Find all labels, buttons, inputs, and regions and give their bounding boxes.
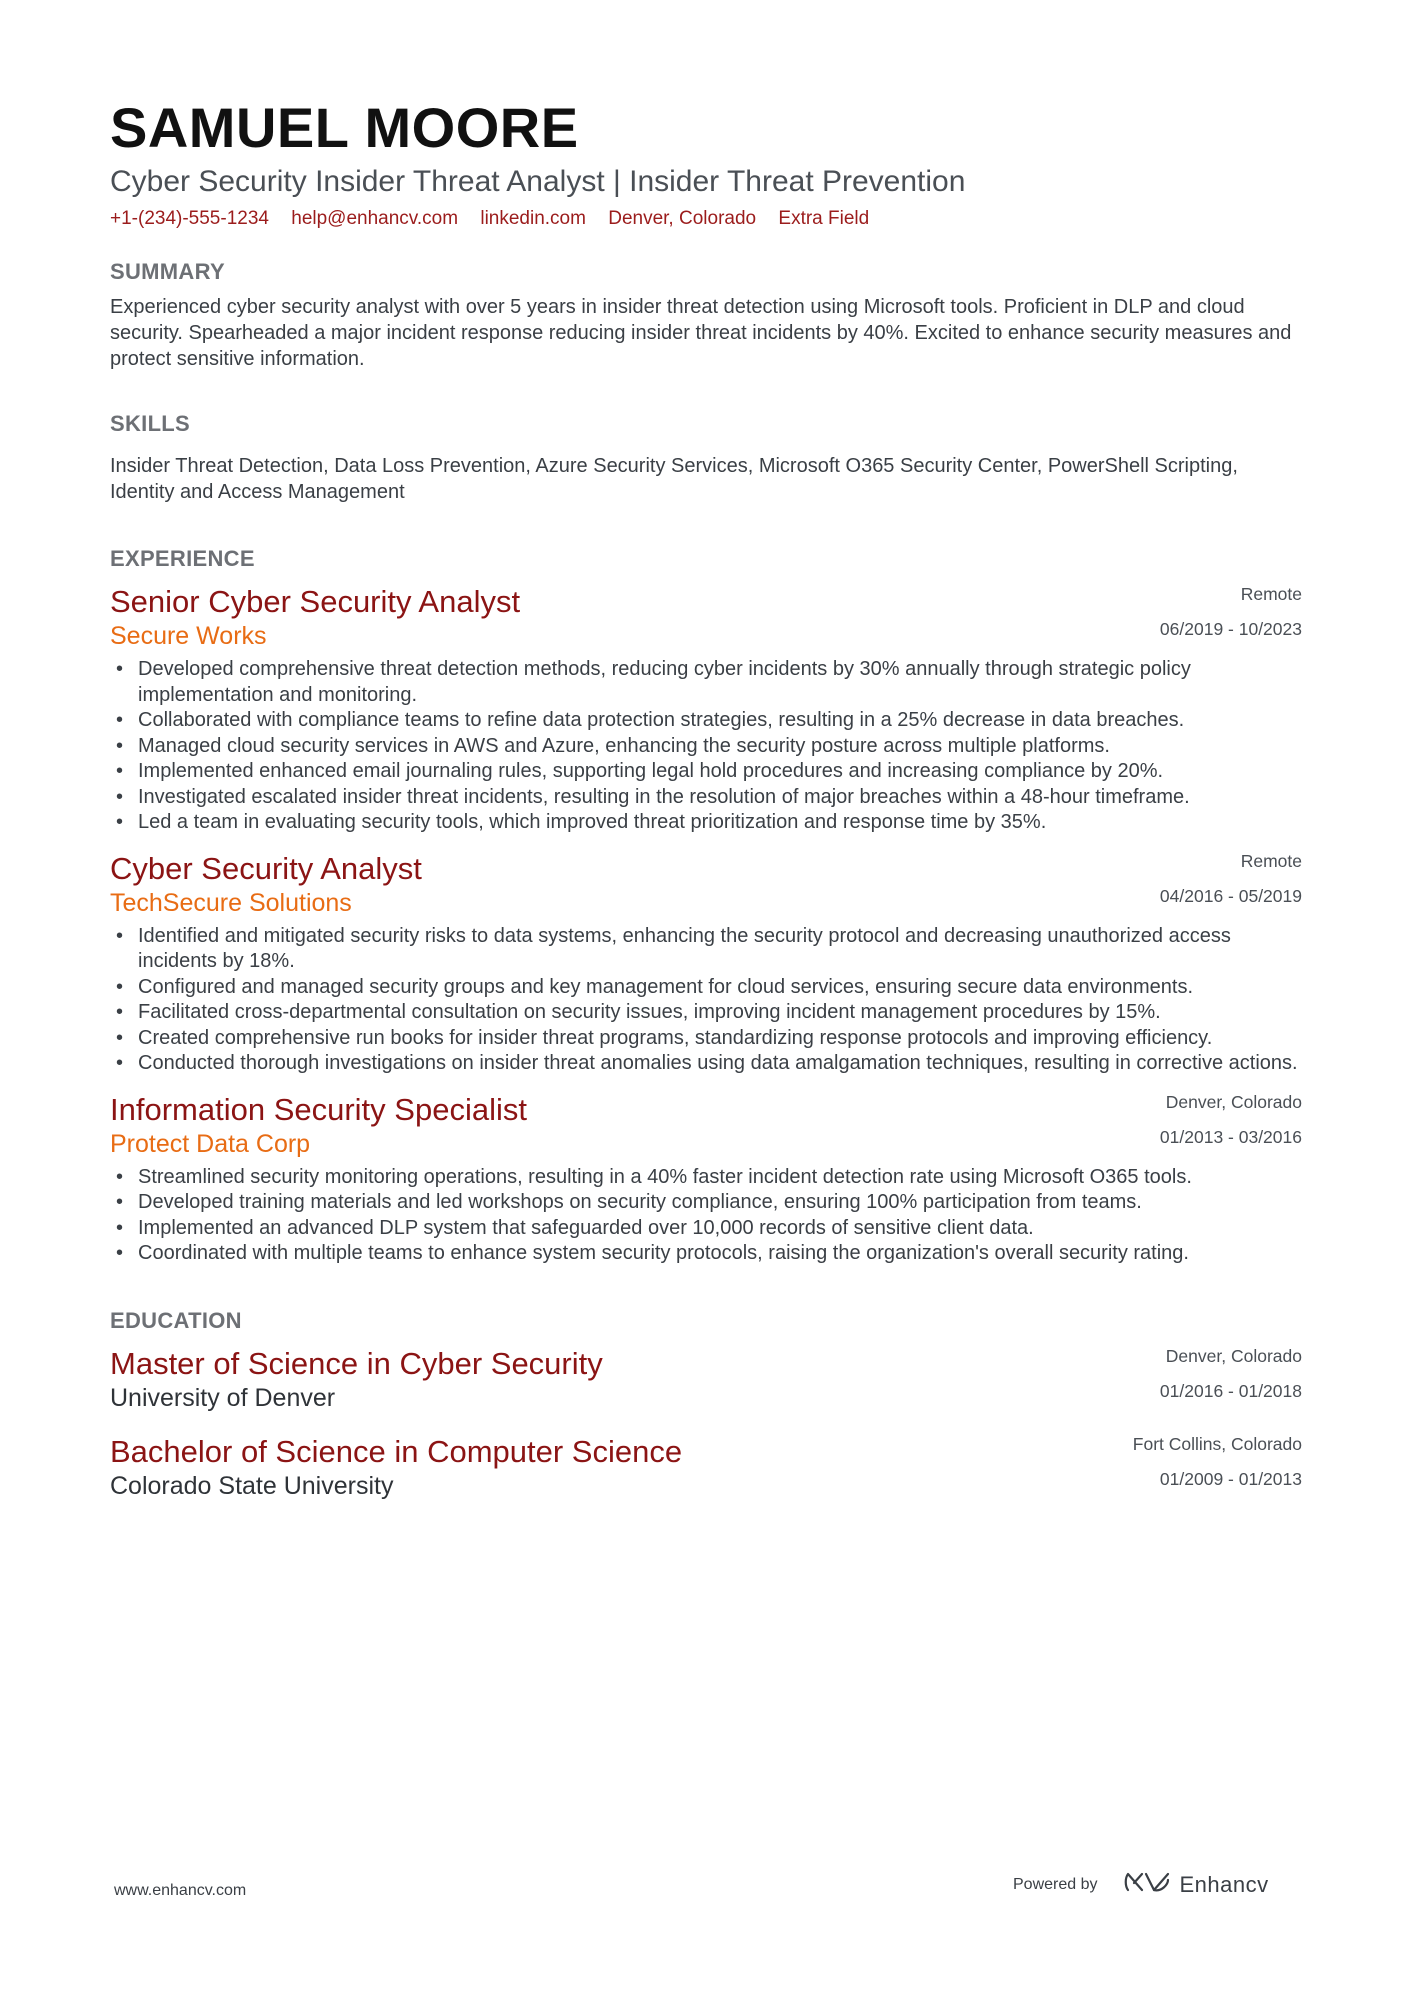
- contact-extra-field: Extra Field: [778, 208, 870, 229]
- experience-entry: [110, 583, 1302, 836]
- education-entry: [110, 1433, 1302, 1501]
- school-name: University of Denver: [110, 1383, 336, 1412]
- job-dates: 04/2016 - 05/2019: [1159, 885, 1302, 906]
- bullet-item: • Facilitated cross-departmental consultation on security issues, improving incident management procedures by 15%.: [110, 1000, 1302, 1026]
- education-heading: EDUCATION: [110, 1307, 242, 1333]
- experience-heading: EXPERIENCE: [110, 546, 255, 571]
- contact-linkedin[interactable]: linkedin.com: [480, 208, 586, 229]
- bullet-item: • Implemented an advanced DLP system that safeguarded over 10,000 records of sensitive client data.: [110, 1216, 1302, 1242]
- bullet-item: • Created comprehensive run books for insider threat programs, standardizing response protocols and improving efficiency.: [110, 1026, 1302, 1052]
- bullet-item: • Configured and managed security groups and key management for cloud services, ensuring secure data environments.: [110, 975, 1302, 1001]
- experience-entry: [110, 850, 1302, 1077]
- degree-title: Master of Science in Cyber Security: [110, 1345, 603, 1381]
- job-bullets: [110, 1165, 1302, 1267]
- enhancv-logo-icon: [1124, 1870, 1170, 1899]
- resume-header: [110, 96, 1302, 232]
- bullet-item: • Conducted thorough investigations on insider threat anomalies using data amalgamation techniques, resulting in corrective actions.: [110, 1051, 1302, 1077]
- bullet-item: • Managed cloud security services in AWS and Azure, enhancing the security posture across multiple platforms.: [110, 734, 1302, 760]
- summary-heading: SUMMARY: [110, 259, 225, 284]
- bullet-item: • Collaborated with compliance teams to refine data protection strategies, resulting in a 25% decrease in data breaches.: [110, 708, 1302, 734]
- candidate-name: SAMUEL MOORE: [110, 96, 579, 159]
- degree-title: Bachelor of Science in Computer Science: [110, 1433, 683, 1469]
- job-bullets: [110, 924, 1302, 1077]
- experience-section: [110, 545, 1302, 1267]
- company-name: Secure Works: [110, 622, 267, 650]
- skills-heading: SKILLS: [110, 411, 191, 436]
- job-dates: 01/2013 - 03/2016: [1159, 1126, 1302, 1147]
- brand-logo[interactable]: [1124, 1870, 1269, 1899]
- education-dates: 01/2009 - 01/2013: [1159, 1468, 1302, 1489]
- skills-text: Insider Threat Detection, Data Loss Prevention, Azure Security Services, Microsoft O365 Security Center, PowerShell Scripting, Identity and Access Management: [110, 455, 1238, 503]
- powered-by-label: Powered by: [1013, 1875, 1098, 1893]
- school-name: Colorado State University: [110, 1471, 394, 1500]
- job-title: Information Security Specialist: [110, 1091, 527, 1127]
- company-name: TechSecure Solutions: [110, 888, 352, 917]
- contact-location: Denver, Colorado: [608, 208, 757, 229]
- education-location: Fort Collins, Colorado: [1132, 1433, 1302, 1454]
- company-name: Protect Data Corp: [110, 1129, 311, 1158]
- job-bullets: [110, 657, 1302, 836]
- job-title: Senior Cyber Security Analyst: [110, 584, 521, 619]
- bullet-item: • Streamlined security monitoring operations, resulting in a 40% faster incident detection rate using Microsoft O365 tools.: [110, 1165, 1302, 1191]
- summary-section: [110, 258, 1302, 372]
- job-title: Cyber Security Analyst: [110, 850, 422, 886]
- brand-name: Enhancv: [1179, 1871, 1269, 1897]
- job-location: Remote: [1240, 584, 1302, 604]
- education-location: Denver, Colorado: [1165, 1345, 1302, 1366]
- bullet-item: • Coordinated with multiple teams to enhance system security protocols, raising the organization's overall security rating.: [110, 1241, 1302, 1267]
- bullet-item: • Implemented enhanced email journaling rules, supporting legal hold procedures and increasing compliance by 20%.: [110, 759, 1302, 785]
- bullet-item: • Identified and mitigated security risks to data systems, enhancing the security protocol and decreasing unauthorized access incidents by 18%.: [110, 924, 1302, 975]
- education-section: [110, 1307, 1302, 1501]
- experience-entry: [110, 1091, 1302, 1267]
- resume-content: [110, 96, 1302, 1501]
- contact-row: [110, 206, 1302, 232]
- bullet-item: • Developed comprehensive threat detection methods, reducing cyber incidents by 30% annually through strategic policy implementation and monitoring.: [110, 657, 1302, 708]
- bullet-item: • Developed training materials and led workshops on security compliance, ensuring 100% participation from teams.: [110, 1190, 1302, 1216]
- education-dates: 01/2016 - 01/2018: [1159, 1380, 1302, 1401]
- footer-website[interactable]: www.enhancv.com: [114, 1882, 247, 1899]
- footer-branding: [1013, 1870, 1269, 1899]
- candidate-headline: Cyber Security Insider Threat Analyst | Insider Threat Prevention: [110, 165, 966, 198]
- contact-email[interactable]: help@enhancv.com: [291, 208, 459, 229]
- summary-text: Experienced cyber security analyst with over 5 years in insider threat detection using Microsoft tools. Proficient in DLP and cloud security. Spearheaded a major incident response reducing insider threat incidents by 40%. Excited to enhance security measures and protect sensitive information.: [110, 296, 1292, 370]
- skills-section: [110, 410, 1302, 505]
- contact-phone[interactable]: +1-(234)-555-1234: [110, 208, 269, 229]
- education-entry: [110, 1345, 1302, 1413]
- job-location: Remote: [1240, 850, 1302, 871]
- job-dates: 06/2019 - 10/2023: [1159, 619, 1302, 639]
- bullet-item: • Led a team in evaluating security tools, which improved threat prioritization and response time by 35%.: [110, 810, 1302, 836]
- bullet-item: • Investigated escalated insider threat incidents, resulting in the resolution of major breaches within a 48-hour timeframe.: [110, 785, 1302, 811]
- job-location: Denver, Colorado: [1165, 1091, 1302, 1112]
